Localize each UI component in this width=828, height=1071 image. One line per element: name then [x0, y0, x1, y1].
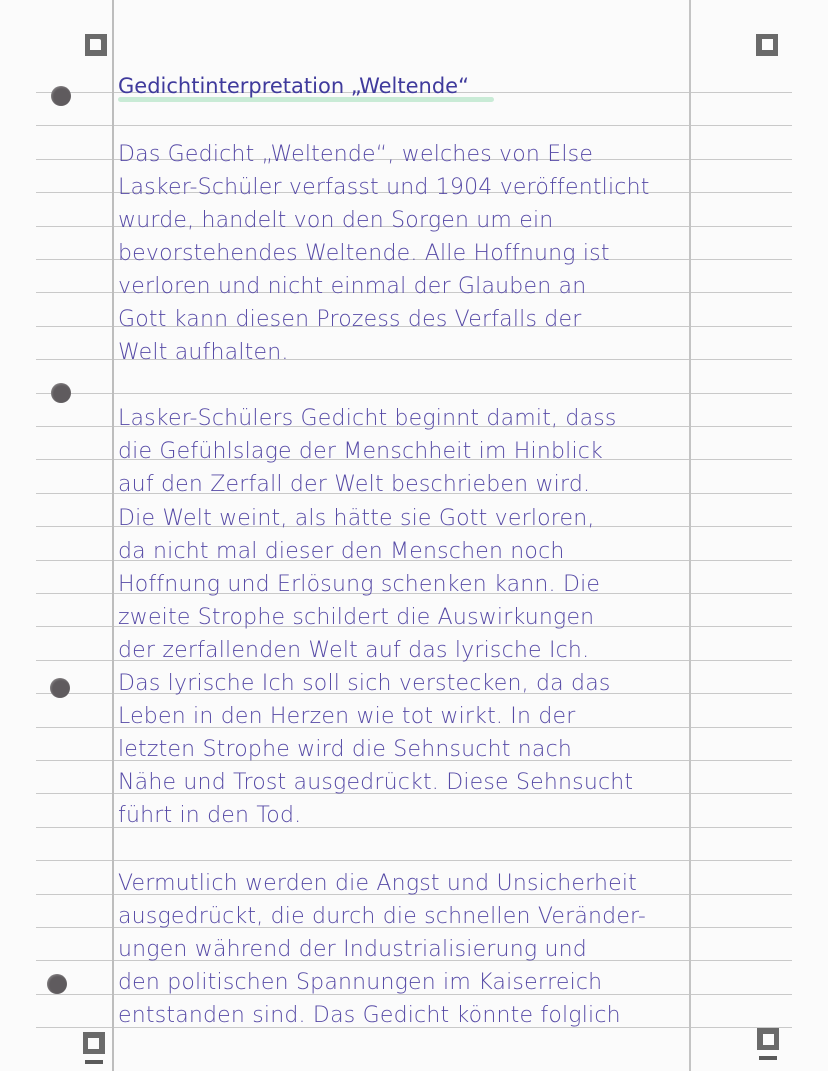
corner-marker-top-left-icon: [85, 34, 107, 56]
punch-hole-icon: [51, 86, 71, 106]
text-line: entstanden sind. Das Gedicht könnte folglich: [118, 1003, 621, 1028]
rule-line: [36, 393, 792, 394]
text-line: die Gefühlslage der Menschheit im Hinblick: [118, 439, 603, 464]
corner-marker-dash-icon: [85, 1060, 103, 1064]
text-line: Welt aufhalten.: [118, 340, 289, 365]
text-line: verloren und nicht einmal der Glauben an: [118, 274, 587, 299]
text-line: bevorstehendes Weltende. Alle Hoffnung ist: [118, 241, 610, 266]
text-line: Die Welt weint, als hätte sie Gott verloren,: [118, 506, 595, 531]
text-line: letzten Strophe wird die Sehnsucht nach: [118, 737, 573, 762]
page-title: Gedichtinterpretation „Weltende“: [118, 74, 469, 98]
text-line: Lasker-Schülers Gedicht beginnt damit, dass: [118, 406, 617, 431]
text-line: den politischen Spannungen im Kaiserreich: [118, 970, 603, 995]
text-line: Lasker-Schüler verfasst und 1904 veröffentlicht: [118, 175, 650, 200]
corner-marker-dash-icon: [759, 1056, 777, 1060]
text-line: ungen während der Industrialisierung und: [118, 937, 587, 962]
text-line: Das lyrische Ich soll sich verstecken, da das: [118, 671, 611, 696]
text-line: auf den Zerfall der Welt beschrieben wird.: [118, 472, 591, 497]
text-line: Hoffnung und Erlösung schenken kann. Die: [118, 572, 601, 597]
punch-hole-icon: [51, 383, 71, 403]
text-line: wurde, handelt von den Sorgen um ein: [118, 208, 554, 233]
text-line: Das Gedicht „Weltende“, welches von Else: [118, 142, 594, 167]
text-line: Gott kann diesen Prozess des Verfalls der: [118, 307, 582, 332]
corner-marker-bottom-right-icon: [757, 1028, 779, 1050]
punch-hole-icon: [47, 974, 67, 994]
text-line: Leben in den Herzen wie tot wirkt. In der: [118, 704, 576, 729]
text-line: Nähe und Trost ausgedrückt. Diese Sehnsucht: [118, 770, 634, 795]
rule-line: [36, 125, 792, 126]
text-line: der zerfallenden Welt auf das lyrische Ich.: [118, 638, 590, 663]
punch-hole-icon: [50, 678, 70, 698]
text-line: da nicht mal dieser den Menschen noch: [118, 539, 565, 564]
text-line: zweite Strophe schildert die Auswirkungen: [118, 605, 595, 630]
text-line: führt in den Tod.: [118, 803, 302, 828]
text-line: ausgedrückt, die durch die schnellen Veränder-: [118, 904, 647, 929]
corner-marker-bottom-left-icon: [83, 1032, 105, 1054]
corner-marker-top-right-icon: [756, 34, 778, 56]
left-margin-line: [112, 0, 114, 1071]
rule-line: [36, 860, 792, 861]
text-line: Vermutlich werden die Angst und Unsicherheit: [118, 871, 638, 896]
